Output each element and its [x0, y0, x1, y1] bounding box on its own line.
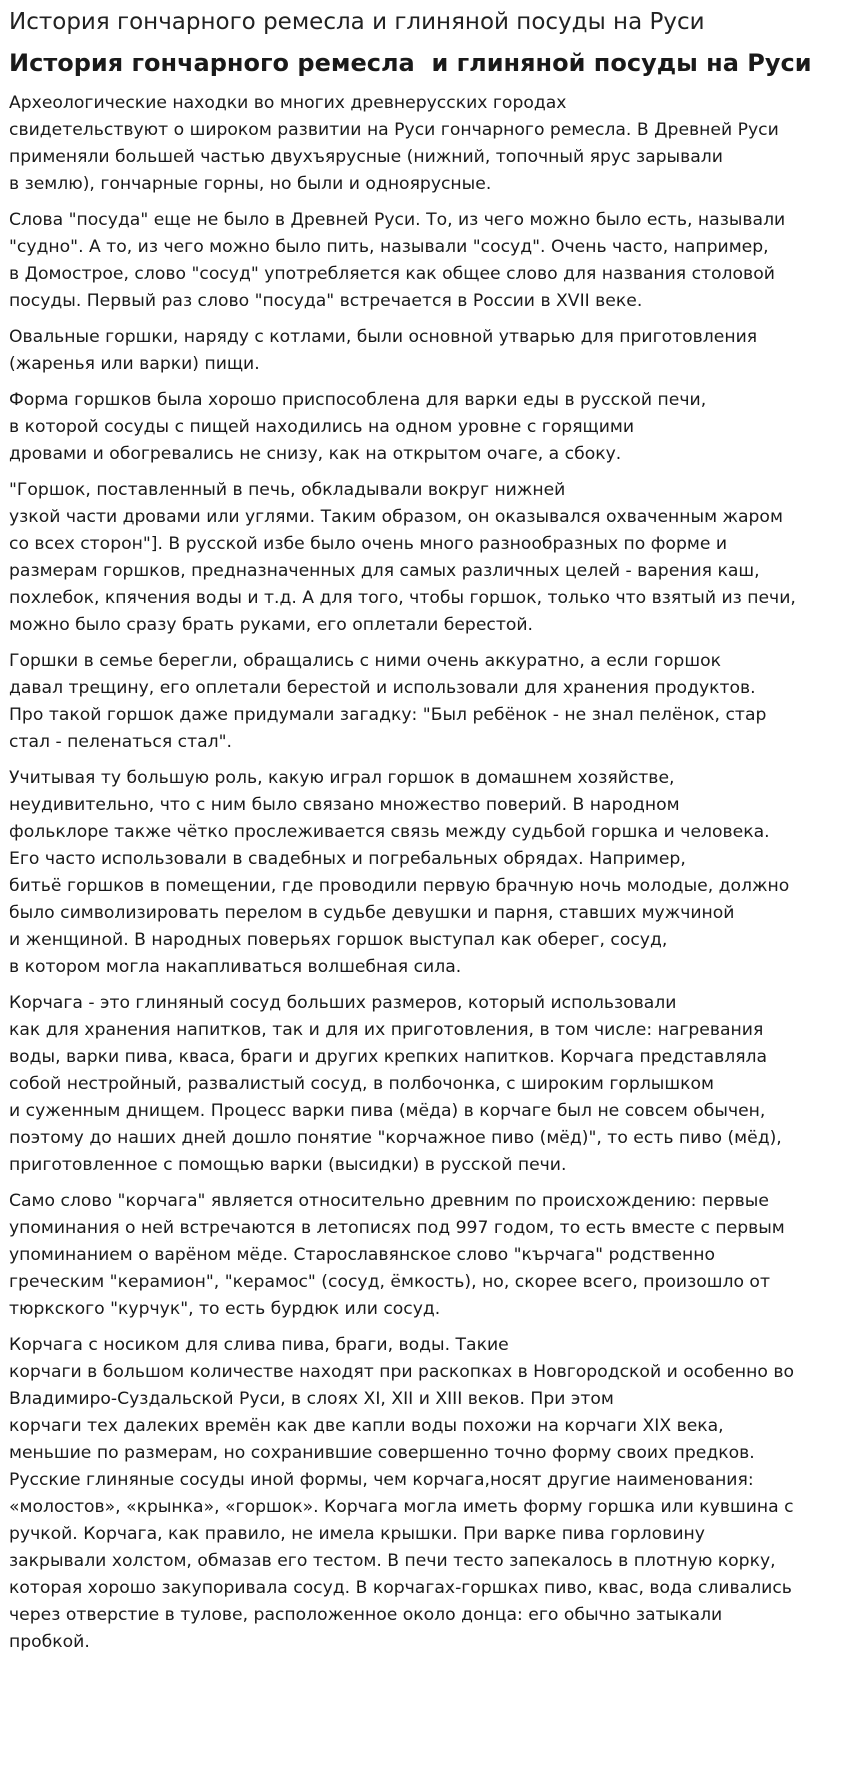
paragraph-archaeology: Археологические находки во многих древнерусских городах свидетельствуют о широком развитии на Руси гончарного ремесла. В Древней Руси применяли большей частью двухъярусные (нижний, топочный ярус зарывали в землю), гончарные горны, но были и одноярусные.: [9, 93, 779, 194]
page-title: История гончарного ремесла и глиняной посуды на Руси: [9, 9, 705, 35]
paragraph-pot-care: Горшки в семье берегли, обращались с ними очень аккуратно, а если горшок давал трещину, его оплетали берестой и использовали для хранения продуктов. Про такой горшок даже придумали загадку: "Был ребёнок - не знал пелёнок, стар стал - пеленаться стал".: [9, 651, 767, 752]
article-body: [9, 90, 838, 1656]
article-heading: История гончарного ремесла и глиняной посуды на Руси: [9, 49, 812, 77]
paragraph-pot-shape: Форма горшков была хорошо приспособлена для варки еды в русской печи, в которой сосуды с пищей находились на одном уровне с горящими дровами и обогревались не снизу, как на открытом очаге, а сбоку.: [9, 390, 707, 464]
paragraph-oval-pots: Овальные горшки, наряду с котлами, были основной утварью для приготовления (жаренья или варки) пищи.: [9, 327, 758, 374]
paragraph-beliefs: Учитывая ту большую роль, какую играл горшок в домашнем хозяйстве, неудивительно, что с ним было связано множество поверий. В народном фольклоре также чётко прослеживается связь между судьбой горшка и человека. Его часто использовали в свадебных и погребальных обрядах. Например, битьё горшков в помещении, где проводили первую брачную ночь молодые, должно было символизировать перелом в судьбе девушки и парня, ставших мужчиной и женщиной. В народных поверьях горшок выступал как оберег, сосуд, в котором могла накапливаться волшебная сила.: [9, 768, 790, 977]
paragraph-word-posuda: Слова "посуда" еще не было в Древней Руси. То, из чего можно было есть, называли "судно". А то, из чего можно было пить, называли "сосуд". Очень часто, например, в Домострое, слово "сосуд" употребляется как общее слово для названия столовой посуды. Первый раз слово "посуда" встречается в России в XVII веке.: [9, 210, 786, 311]
paragraph-pot-in-oven: "Горшок, поставленный в печь, обкладывали вокруг нижней узкой части дровами или углями. Таким образом, он оказывался охваченным жаром со всех сторон"]. В русской избе было очень много разнообразных по форме и размерам горшков, предназначенных для самых различных целей - варения каш, похлебок, кпячения воды и т.д. А для того, чтобы горшок, только что взятый из печи, можно было сразу брать руками, его оплетали берестой.: [9, 480, 796, 635]
paragraph-korchaga-etymology: Само слово "корчага" является относительно древним по происхождению: первые упоминания о ней встречаются в летописях под 997 годом, то есть вместе с первым упоминанием о варёном мёде. Старославянское слово "кърчага" родственно греческим "керамион", "керамос" (сосуд, ёмкость), но, скорее всего, произошло от тюркского "курчук", то есть бурдюк или сосуд.: [9, 1191, 785, 1319]
paragraph-korchaga: Корчага - это глиняный сосуд больших размеров, который использовали как для хранения напитков, так и для их приготовления, в том числе: нагревания воды, варки пива, кваса, браги и других крепких напитков. Корчага представляла собой нестройный, развалистый сосуд, в полбочонка, с широким горлышком и суженным днищем. Процесс варки пива (мёда) в корчаге был не совсем обычен, поэтому до наших дней дошло понятие "корчажное пиво (мёд)", то есть пиво (мёд), приготовленное с помощью варки (высидки) в русской печи.: [9, 993, 782, 1175]
paragraph-korchaga-spout: Корчага с носиком для слива пива, браги, воды. Такие корчаги в большом количестве находят при раскопках в Новгородской и особенно во Владимиро-Суздальской Руси, в слоях XI, XII и XIII веков. При этом корчаги тех далеких времён как две капли воды похожи на корчаги XIX века, меньшие по размерам, но сохранившие совершенно точно форму своих предков. Русские глиняные сосуды иной формы, чем корчага,носят другие наименования: «молостов», «крынка», «горшок». Корчага могла иметь форму горшка или кувшина с ручкой. Корчага, как правило, не имела крышки. При варке пива горловину закрывали холстом, обмазав его тестом. В печи тесто запекалось в плотную корку, которая хорошо закупоривала сосуд. В корчагах-горшках пиво, квас, вода сливались через отверстие в тулове, расположенное около донца: его обычно затыкали пробкой.: [9, 1335, 794, 1652]
